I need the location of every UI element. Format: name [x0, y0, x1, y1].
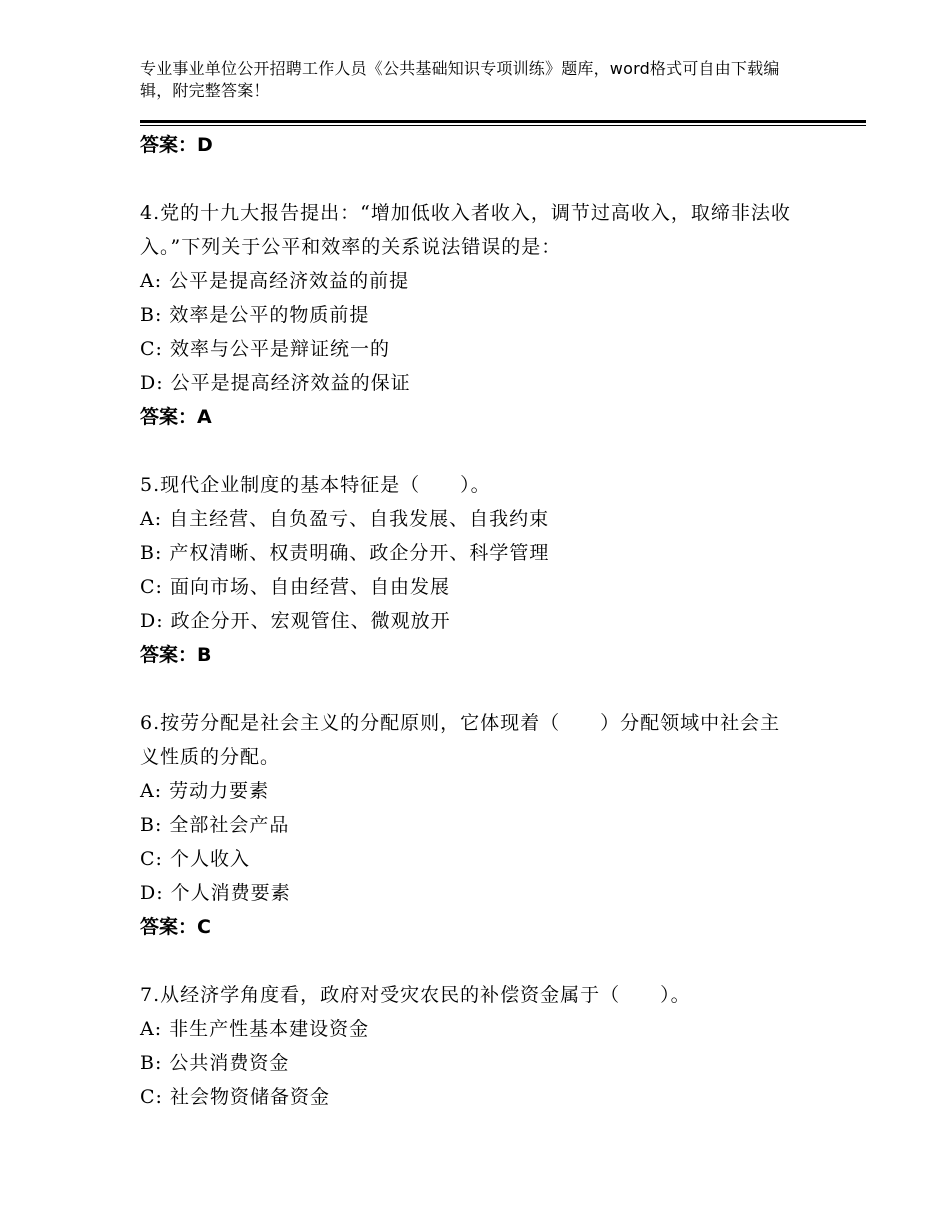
- option-b: B: 公共消费资金: [140, 1052, 290, 1074]
- question-stem: 4.党的十九大报告提出：“增加低收入者收入，调节过高收入，取缔非法收入。”下列关于公平和效率的关系说法错误的是：: [140, 202, 791, 258]
- answer-line: 答案：B: [140, 644, 212, 666]
- option-b: B: 全部社会产品: [140, 814, 290, 836]
- document-body: [140, 128, 800, 1114]
- option-c: C: 效率与公平是辩证统一的: [140, 338, 390, 360]
- question-stem: 7.从经济学角度看，政府对受灾农民的补偿资金属于（ ）。: [140, 984, 691, 1006]
- option-c: C: 面向市场、自由经营、自由发展: [140, 576, 450, 598]
- option-b: B: 产权清晰、权责明确、政企分开、科学管理: [140, 542, 550, 564]
- option-d: D: 个人消费要素: [140, 882, 291, 904]
- answer-line: 答案：D: [140, 134, 213, 156]
- option-a: A: 公平是提高经济效益的前提: [140, 270, 410, 292]
- answer-line: 答案：A: [140, 406, 212, 428]
- question-block: [140, 196, 800, 434]
- question-block: [140, 978, 800, 1114]
- header-divider-thick: [140, 120, 866, 123]
- page-header: 专业事业单位公开招聘工作人员《公共基础知识专项训练》题库，word格式可自由下载编辑，附完整答案！: [140, 59, 780, 100]
- question-stem: 5.现代企业制度的基本特征是（ ）。: [140, 474, 491, 496]
- option-c: C: 个人收入: [140, 848, 250, 870]
- answer-line: 答案：C: [140, 916, 211, 938]
- option-a: A: 劳动力要素: [140, 780, 270, 802]
- option-a: A: 自主经营、自负盈亏、自我发展、自我约束: [140, 508, 550, 530]
- question-block: [140, 468, 800, 672]
- option-d: D: 公平是提高经济效益的保证: [140, 372, 411, 394]
- option-c: C: 社会物资储备资金: [140, 1086, 330, 1108]
- option-b: B: 效率是公平的物质前提: [140, 304, 370, 326]
- header-divider-thin: [140, 125, 866, 126]
- question-block: [140, 706, 800, 944]
- question-stem: 6.按劳分配是社会主义的分配原则，它体现着（ ）分配领域中社会主义性质的分配。: [140, 712, 781, 768]
- option-a: A: 非生产性基本建设资金: [140, 1018, 370, 1040]
- option-d: D: 政企分开、宏观管住、微观放开: [140, 610, 451, 632]
